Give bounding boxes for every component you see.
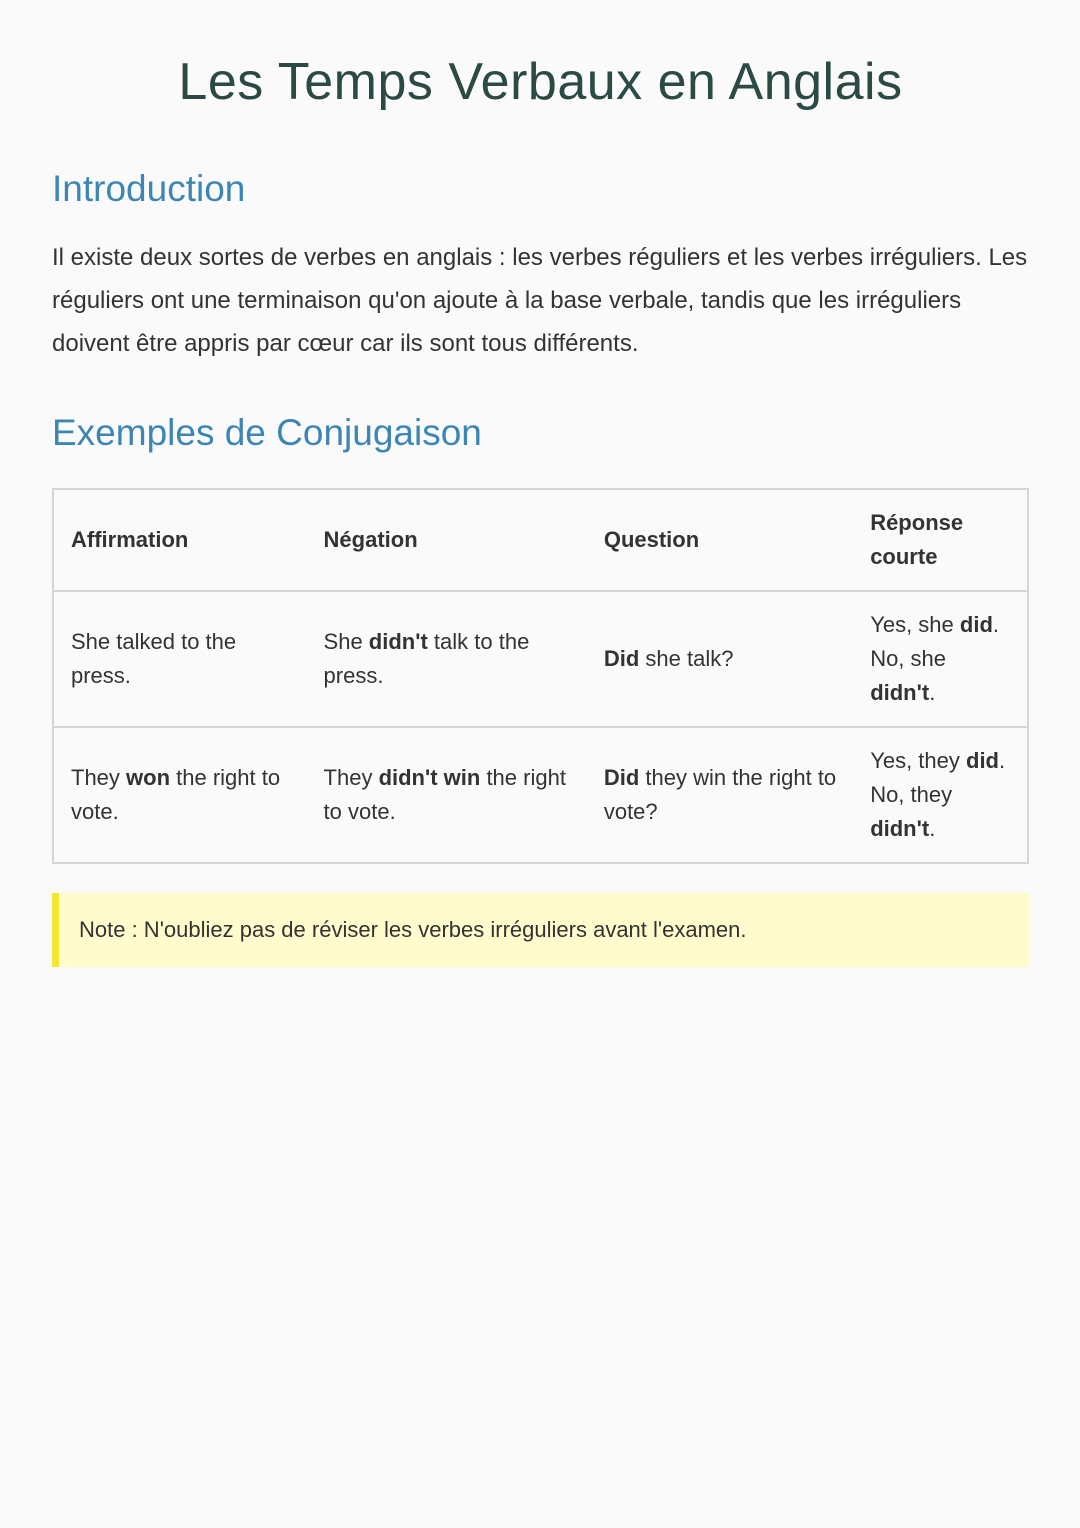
table-row bbox=[53, 727, 1028, 863]
cell-question bbox=[587, 727, 853, 863]
text-segment: talk to the press. bbox=[323, 629, 530, 688]
bold-segment: Did bbox=[603, 765, 640, 790]
conjugation-table bbox=[52, 488, 1029, 864]
text-segment: . bbox=[929, 816, 936, 841]
page-title: Les Temps Verbaux en Anglais bbox=[178, 53, 903, 111]
cell-short-answer bbox=[853, 591, 1028, 727]
table-header-row bbox=[53, 489, 1028, 591]
bold-segment: did bbox=[966, 748, 999, 773]
examples-heading: Exemples de Conjugaison bbox=[52, 412, 482, 453]
header-affirmation: Affirmation bbox=[53, 489, 307, 591]
text-segment: the right to vote. bbox=[323, 765, 566, 824]
text-segment: Yes, they bbox=[870, 748, 966, 773]
cell-affirmation bbox=[53, 591, 307, 727]
text-segment: Yes, she bbox=[870, 612, 960, 637]
bold-segment: did bbox=[959, 612, 993, 637]
bold-segment: didn't bbox=[870, 816, 930, 841]
text-segment: she talk? bbox=[639, 646, 734, 671]
text-segment: . No, she bbox=[870, 612, 1000, 671]
bold-segment: didn't win bbox=[378, 765, 481, 790]
table-row bbox=[53, 591, 1028, 727]
bold-segment: won bbox=[126, 765, 171, 790]
bold-segment: Did bbox=[603, 646, 640, 671]
text-segment: they win the right to vote? bbox=[603, 765, 837, 824]
text-segment: She talked to the press. bbox=[71, 629, 237, 688]
bold-segment: didn't bbox=[368, 629, 428, 654]
text-segment: She bbox=[323, 629, 369, 654]
header-question: Question bbox=[587, 489, 853, 591]
header-negation: Négation bbox=[307, 489, 587, 591]
text-segment: . bbox=[929, 680, 936, 705]
cell-question bbox=[587, 591, 853, 727]
text-segment: the right to vote. bbox=[71, 765, 281, 824]
cell-negation bbox=[307, 591, 587, 727]
introduction-heading: Introduction bbox=[52, 168, 246, 209]
cell-negation bbox=[307, 727, 587, 863]
note-callout: Note : N'oubliez pas de réviser les verbes irréguliers avant l'examen. bbox=[52, 893, 1029, 967]
text-segment: They bbox=[323, 765, 379, 790]
introduction-text: Il existe deux sortes de verbes en anglais : les verbes réguliers et les verbes irréguliers. Les réguliers ont une terminaison qu'on ajoute à la base verbale, tandis que les irréguliers doivent être appris par cœur car ils sont tous différents. bbox=[52, 244, 1028, 357]
cell-short-answer bbox=[853, 727, 1028, 863]
text-segment: They bbox=[71, 765, 127, 790]
header-short-answer: Réponse courte bbox=[853, 489, 1028, 591]
bold-segment: didn't bbox=[870, 680, 930, 705]
cell-affirmation bbox=[53, 727, 307, 863]
text-segment: . No, they bbox=[870, 748, 1006, 807]
